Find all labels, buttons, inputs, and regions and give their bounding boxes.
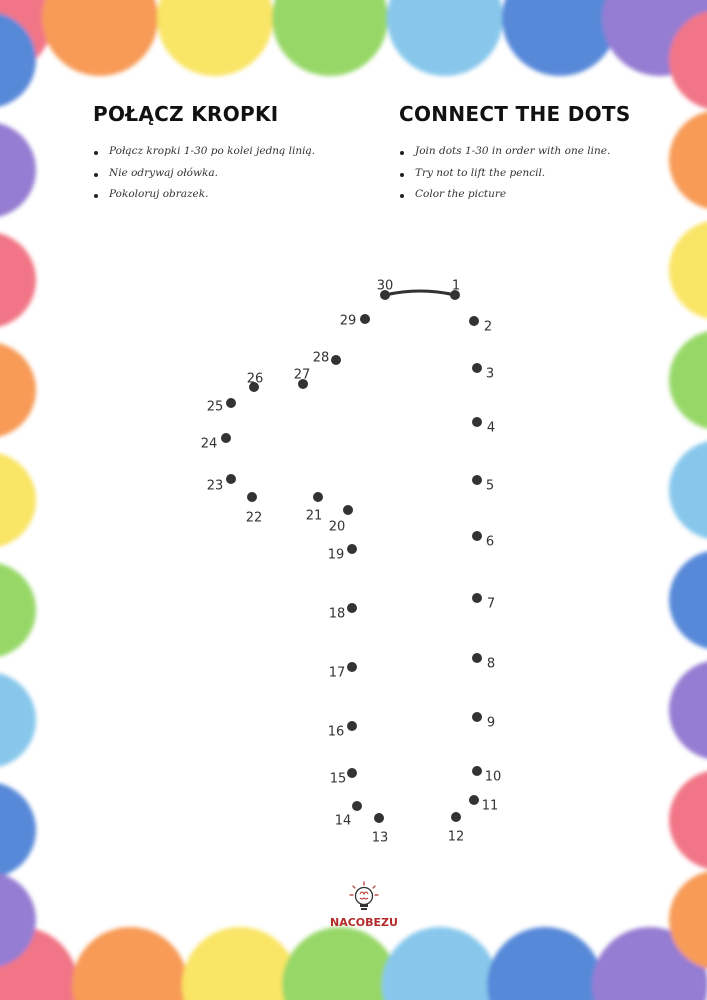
dot-label-5: 5 <box>485 478 495 494</box>
english-rule: Join dots 1-30 in order with one line. <box>399 145 610 167</box>
polish-rule: Pokoloruj obrazek. <box>93 188 315 210</box>
polish-title: POŁĄCZ KROPKI <box>93 102 279 126</box>
dot-22 <box>247 492 257 502</box>
dot-label-2: 2 <box>483 319 493 335</box>
dot-label-16: 16 <box>327 724 345 740</box>
dot-5 <box>472 475 482 485</box>
dot-15 <box>347 768 357 778</box>
dot-16 <box>347 721 357 731</box>
nacobezu-logo <box>323 880 405 932</box>
dot-17 <box>347 662 357 672</box>
dot-20 <box>343 505 353 515</box>
dot-label-27: 27 <box>293 367 311 383</box>
dot-label-21: 21 <box>305 508 323 524</box>
dot-24 <box>221 433 231 443</box>
dot-9 <box>472 712 482 722</box>
dot-13 <box>374 813 384 823</box>
english-rule: Try not to lift the pencil. <box>399 167 610 189</box>
dot-label-15: 15 <box>329 771 347 787</box>
english-rule: Color the picture <box>399 188 610 210</box>
polish-rule: Nie odrywaj ołówka. <box>93 167 315 189</box>
dot-label-29: 29 <box>339 313 357 329</box>
dot-label-24: 24 <box>200 436 218 452</box>
dot-29 <box>360 314 370 324</box>
dot-label-9: 9 <box>486 715 496 731</box>
dot-label-18: 18 <box>328 606 346 622</box>
dot-label-13: 13 <box>371 830 389 846</box>
dot-3 <box>472 363 482 373</box>
logo-text: NACOBEZU <box>330 916 398 929</box>
dot-8 <box>472 653 482 663</box>
dot-label-23: 23 <box>206 478 224 494</box>
dot-12 <box>451 812 461 822</box>
dot-label-30: 30 <box>376 278 394 294</box>
dot-label-26: 26 <box>246 371 264 387</box>
dot-label-6: 6 <box>485 534 495 550</box>
dot-18 <box>347 603 357 613</box>
dot-2 <box>469 316 479 326</box>
dot-21 <box>313 492 323 502</box>
dot-14 <box>352 801 362 811</box>
dot-19 <box>347 544 357 554</box>
dot-label-10: 10 <box>484 769 502 785</box>
dot-label-17: 17 <box>328 665 346 681</box>
dot-4 <box>472 417 482 427</box>
dot-label-4: 4 <box>486 420 496 436</box>
dot-11 <box>469 795 479 805</box>
dot-10 <box>472 766 482 776</box>
dot-label-22: 22 <box>245 510 263 526</box>
dot-label-12: 12 <box>447 829 465 845</box>
polish-rule: Połącz kropki 1-30 po kolei jedną linią. <box>93 145 315 167</box>
dot-25 <box>226 398 236 408</box>
dot-label-14: 14 <box>334 813 352 829</box>
dot-23 <box>226 474 236 484</box>
dot-28 <box>331 355 341 365</box>
english-title: CONNECT THE DOTS <box>399 102 631 126</box>
dot-6 <box>472 531 482 541</box>
dot-label-1: 1 <box>451 278 461 294</box>
dot-7 <box>472 593 482 603</box>
dot-label-28: 28 <box>312 350 330 366</box>
dot-label-8: 8 <box>486 656 496 672</box>
dot-label-11: 11 <box>481 798 499 814</box>
dot-label-19: 19 <box>327 547 345 563</box>
dot-label-3: 3 <box>485 366 495 382</box>
lightbulb-brain-icon <box>323 880 405 914</box>
dot-label-7: 7 <box>486 596 496 612</box>
dot-label-25: 25 <box>206 399 224 415</box>
starter-line <box>385 291 455 295</box>
dot-label-20: 20 <box>328 519 346 535</box>
